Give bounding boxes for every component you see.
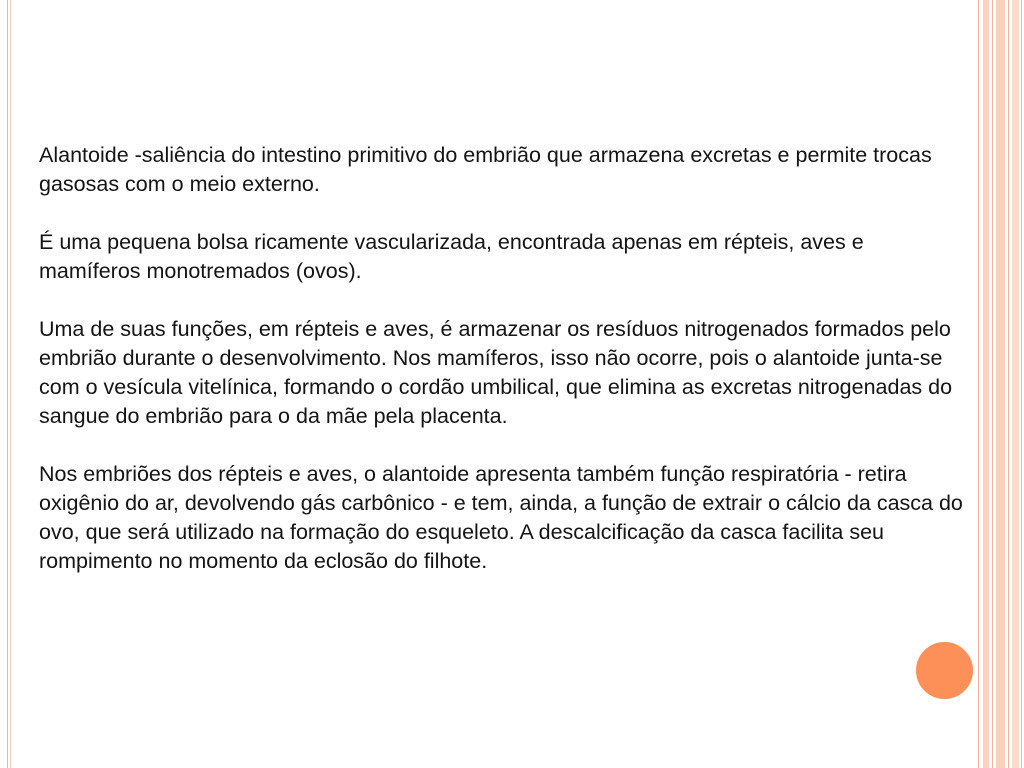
- right-frame-line-3: [1008, 0, 1009, 768]
- right-frame-line-2: [992, 0, 993, 768]
- right-frame-line-4: [1021, 0, 1022, 768]
- decorative-circle-icon: [914, 640, 975, 701]
- right-frame-stripe: [983, 0, 989, 768]
- left-frame-line-inner: [10, 0, 11, 768]
- paragraph-4: Nos embriões dos répteis e aves, o alantoide apresenta também função respiratória - retira oxigênio do ar, devolvendo gás carbônico - e tem, ainda, a função de extrair o cálcio da casca do ovo, que será utilizado na formação do esqueleto. A descalcificação da casca facilita seu rompimento no momento da eclosão do filhote.: [39, 462, 963, 573]
- left-frame-line: [7, 0, 8, 768]
- right-frame-stripe-2: [996, 0, 1005, 768]
- right-frame-stripe-3: [1012, 0, 1019, 768]
- paragraph-2: É uma pequena bolsa ricamente vascularizada, encontrada apenas em répteis, aves e mamíferos monotremados (ovos).: [39, 230, 864, 283]
- paragraph-1: Alantoide -saliência do intestino primitivo do embrião que armazena excretas e permite trocas gasosas com o meio externo.: [39, 143, 932, 196]
- paragraph-3: Uma de suas funções, em répteis e aves, é armazenar os resíduos nitrogenados formados pelo embrião durante o desenvolvimento. Nos mamíferos, isso não ocorre, pois o alantoide junta-se com o vesícula vitelínica, formando o cordão umbilical, que elimina as excretas nitrogenadas do sangue do embrião para o da mãe pela placenta.: [39, 317, 953, 428]
- slide-body: [39, 141, 969, 576]
- right-frame-line: [978, 0, 979, 768]
